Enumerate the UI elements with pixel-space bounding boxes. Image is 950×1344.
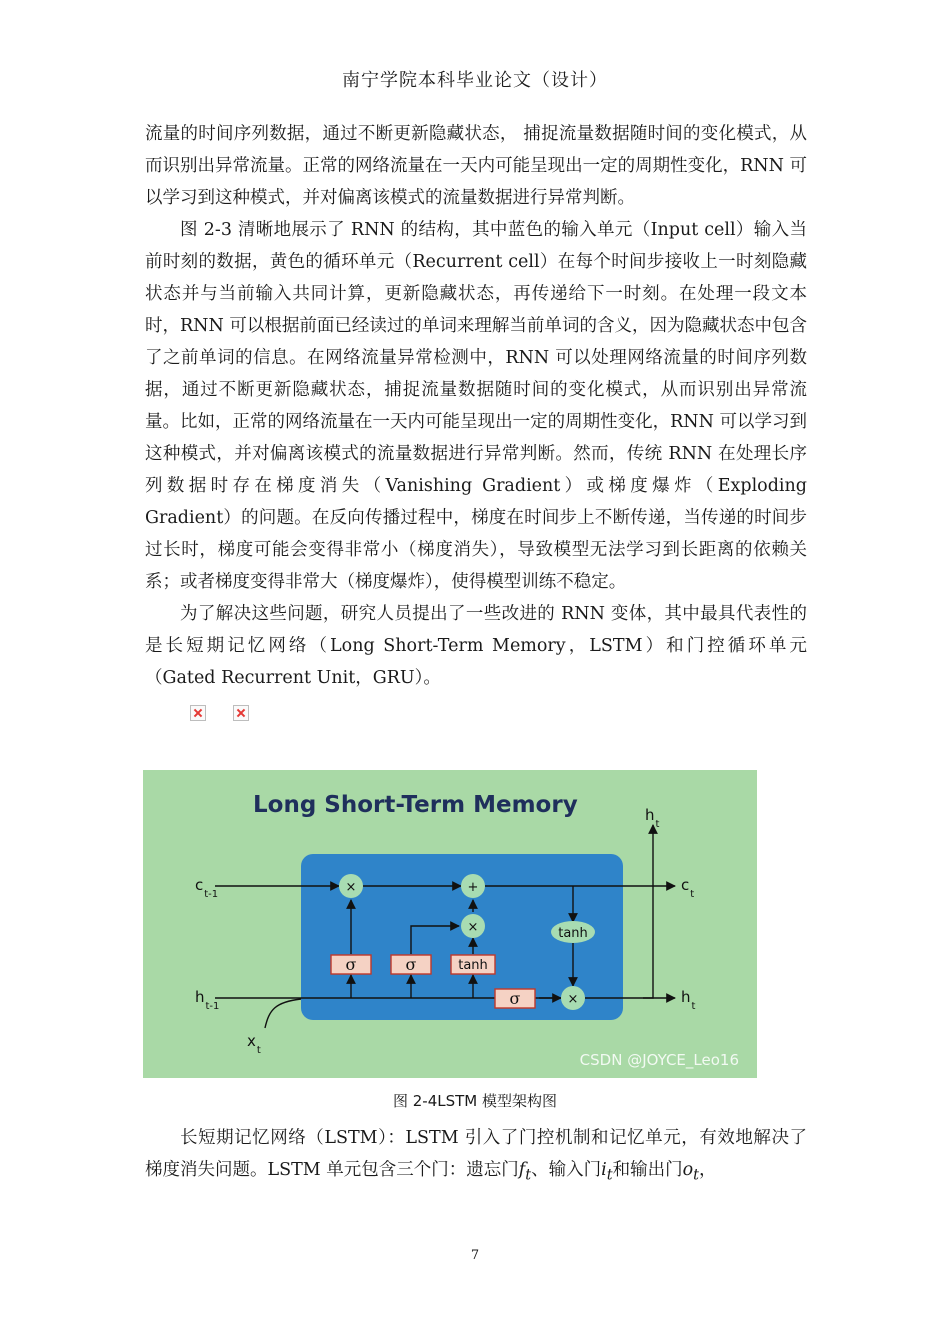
broken-image-icon — [190, 705, 206, 721]
candidate-tanh-gate — [451, 955, 495, 974]
math-f: $f_t$ — [518, 1160, 532, 1184]
lstm-figure — [143, 770, 757, 1078]
svg-text:+: + — [467, 880, 479, 895]
output-gate-sigma — [495, 989, 535, 1008]
math-i: $i_t$ — [601, 1160, 613, 1184]
body-text — [145, 118, 807, 732]
label-x: $x_t$ — [247, 1032, 261, 1056]
page-number: 7 — [470, 1248, 480, 1263]
cell-tanh-op — [551, 921, 595, 943]
label-h-out: $h_t$ — [681, 988, 696, 1012]
label-c-out: $c_t$ — [681, 876, 695, 900]
broken-image-icon — [233, 705, 249, 721]
input-mul-op — [461, 914, 485, 938]
output-mul-op — [561, 986, 585, 1010]
page-header: 南宁学院本科毕业论文（设计） — [342, 70, 608, 91]
figure-title: Long Short-Term Memory — [253, 792, 578, 818]
cell-add-op — [461, 874, 485, 898]
svg-text:σ: σ — [509, 989, 521, 1008]
forget-mul-op — [339, 874, 363, 898]
figure-caption: 图 2-4LSTM 模型架构图 — [392, 1092, 558, 1110]
paragraph-2: 图 2-3 清晰地展示了 RNN 的结构，其中蓝色的输入单元（Input cell）输入当前时刻的数据，黄色的循环单元（Recurrent cell）在每个时间步接收上一时刻隐藏状态并与当前输入共同计算，更新隐藏状态，再传递给下一时刻。在处理一段文本时，RNN 可以根据前面已经读过的单词来理解当前单词的含义，因为隐藏状态中包含了之前单词的信息。在网络流量异常检测中，RNN 可以处理网络流量的时间序列数据，通过不断更新隐藏状态，捕捉流量数据随时间的变化模式，从而识别出异常流量。比如，正常的网络流量在一天内可能呈现出一定的周期性变化，RNN 可以学习到这种模式，并对偏离该模式的流量数据进行异常判断。然而，传统 RNN 在处理长序列数据时存在梯度消失（Vanishing Gradient）或梯度爆炸（Exploding Gradient）的问题。在反向传播过程中，梯度在时间步上不断传递，当传递的时间步过长时，梯度可能会变得非常小（梯度消失），导致模型无法学习到长距离的依赖关系；或者梯度变得非常大（梯度爆炸），使得模型训练不稳定。 — [145, 220, 807, 592]
watermark: CSDN @JOYCE_Leo16 — [579, 1051, 739, 1069]
forget-gate-sigma — [331, 955, 371, 974]
paragraph-4: 长短期记忆网络（LSTM）：LSTM 引入了门控机制和记忆单元，有效地解决了梯度消失问题。LSTM 单元包含三个门：遗忘门$f_t$、输入门$i_t$和输出门$o_t$， — [145, 1128, 807, 1184]
paragraph-1: 流量的时间序列数据，通过不断更新隐藏状态， 捕捉流量数据随时间的变化模式，从而识别出异常流量。正常的网络流量在一天内可能呈现出一定的周期性变化，RNN 可以学习到这种模式，并对偏离该模式的流量数据进行异常判断。 — [145, 124, 807, 208]
svg-text:σ: σ — [345, 955, 357, 974]
math-o: $o_t$ — [682, 1160, 699, 1184]
body-text-continued — [145, 1122, 807, 1192]
svg-text:σ: σ — [405, 955, 417, 974]
svg-text:tanh: tanh — [458, 958, 488, 973]
svg-text:×: × — [345, 880, 357, 895]
input-gate-sigma — [391, 955, 431, 974]
svg-text:×: × — [567, 992, 579, 1007]
paragraph-3: 为了解决这些问题，研究人员提出了一些改进的 RNN 变体，其中最具代表性的是长短期记忆网络（Long Short-Term Memory，LSTM）和门控循环单元（Gated Recurrent Unit，GRU）。 — [145, 604, 807, 688]
svg-text:×: × — [467, 920, 479, 935]
label-c-prev: $c_{t-1}$ — [195, 876, 219, 900]
label-h-top: $h_t$ — [645, 806, 660, 830]
svg-text:tanh: tanh — [558, 926, 588, 941]
label-h-prev: $h_{t-1}$ — [195, 988, 220, 1012]
broken-images-row — [145, 702, 807, 732]
